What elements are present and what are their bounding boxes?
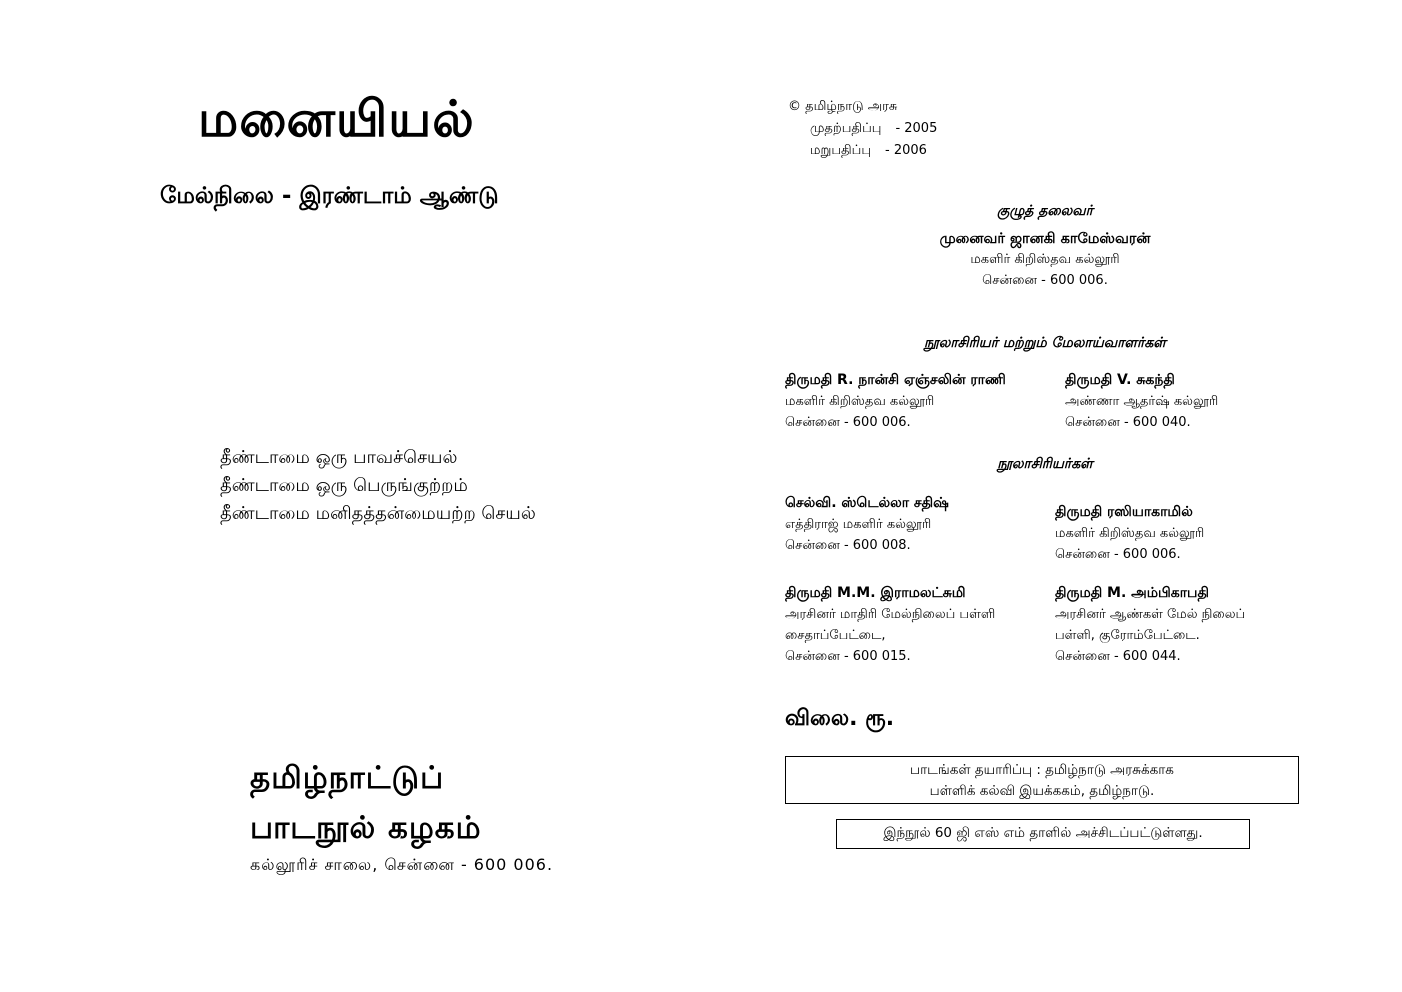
- person-affiliation: பள்ளி, குரோம்பேட்டை.: [1055, 628, 1200, 643]
- chair-name: முனைவர் ஜானகி காமேஸ்வரன்: [939, 231, 1151, 247]
- person-name: திருமதி V. சுகந்தி: [1065, 372, 1175, 388]
- person-affiliation: மகளிர் கிறிஸ்தவ கல்லூரி: [785, 394, 935, 409]
- author-card: [1055, 502, 1204, 565]
- person-city: சென்னை - 600 006.: [785, 415, 911, 430]
- reprint-line: [788, 140, 937, 162]
- reviewer-card: [1065, 370, 1218, 433]
- chair-section: [785, 203, 1305, 291]
- person-name: திருமதி R. நான்சி ஏஞ்சலின் ராணி: [785, 372, 1006, 388]
- chair-heading: குழுத் தலைவர்: [996, 203, 1093, 219]
- person-city: சென்னை - 600 008.: [785, 538, 911, 553]
- slogan-line: தீண்டாமை ஒரு பாவச்செயல்: [220, 447, 458, 468]
- first-edition-label: முதற்பதிப்பு: [810, 121, 882, 136]
- book-title: மனையியல்: [198, 90, 475, 148]
- reprint-year: - 2006: [885, 143, 927, 158]
- chair-city: சென்னை - 600 006.: [982, 273, 1108, 288]
- author-card: [785, 493, 949, 556]
- person-name: திருமதி M.M. இராமலட்சுமி: [785, 585, 966, 601]
- person-affiliation: மகளிர் கிறிஸ்தவ கல்லூரி: [1055, 526, 1205, 541]
- first-edition-year: - 2005: [895, 121, 938, 136]
- preparation-line: பள்ளிக் கல்வி இயக்ககம், தமிழ்நாடு.: [929, 783, 1155, 799]
- publisher-address: கல்லூரிச் சாலை, சென்னை - 600 006.: [250, 855, 554, 874]
- chair-college: மகளிர் கிறிஸ்தவ கல்லூரி: [970, 252, 1120, 267]
- reprint-label: மறுபதிப்பு: [810, 143, 872, 158]
- slogan-block: [220, 444, 536, 528]
- person-name: திருமதி M. அம்பிகாபதி: [1055, 585, 1209, 601]
- slogan-line: தீண்டாமை ஒரு பெருங்குற்றம்: [220, 475, 468, 496]
- person-city: சென்னை - 600 044.: [1055, 649, 1181, 664]
- person-affiliation: அண்ணா ஆதர்ஷ் கல்லூரி: [1065, 394, 1219, 409]
- publisher-name-line1: தமிழ்நாட்டுப்: [250, 760, 445, 796]
- book-subtitle: மேல்நிலை - இரண்டாம் ஆண்டு: [160, 183, 499, 209]
- person-city: சென்னை - 600 015.: [785, 649, 911, 664]
- price-label: விலை. ரூ.: [785, 706, 895, 731]
- person-affiliation: எத்திராஜ் மகளிர் கல்லூரி: [785, 517, 932, 532]
- copyright-line: © தமிழ்நாடு அரசு: [788, 99, 898, 114]
- author-card: [1055, 583, 1245, 667]
- heading-text: நூலாசிரியர்கள்: [997, 456, 1093, 472]
- copyright-block: [788, 96, 937, 162]
- first-edition-line: [788, 118, 937, 140]
- preparation-line: பாடங்கள் தயாரிப்பு : தமிழ்நாடு அரசுக்காக: [910, 762, 1174, 778]
- author-card: [785, 583, 995, 667]
- person-name: செல்வி. ஸ்டெல்லா சதிஷ்: [785, 495, 949, 511]
- person-affiliation: சைதாப்பேட்டை,: [785, 628, 886, 643]
- reviewer-card: [785, 370, 1006, 433]
- paper-note-box: [836, 819, 1250, 849]
- publisher-name-line2: பாடநூல் கழகம்: [250, 810, 482, 846]
- person-affiliation: அரசினர் மாதிரி மேல்நிலைப் பள்ளி: [785, 607, 996, 622]
- person-city: சென்னை - 600 006.: [1055, 547, 1181, 562]
- person-affiliation: அரசினர் ஆண்கள் மேல் நிலைப்: [1055, 607, 1246, 622]
- authors-reviewers-heading: [785, 332, 1305, 353]
- authors-heading: [785, 453, 1305, 474]
- paper-note: இந்நூல் 60 ஜி எஸ் எம் தாளில் அச்சிடப்பட்டுள்ளது.: [883, 825, 1203, 841]
- person-city: சென்னை - 600 040.: [1065, 415, 1191, 430]
- heading-text: நூலாசிரியர் மற்றும் மேலாய்வாளர்கள்: [924, 335, 1166, 351]
- preparation-box: [785, 756, 1299, 804]
- slogan-line: தீண்டாமை மனிதத்தன்மையற்ற செயல்: [220, 503, 536, 524]
- person-name: திருமதி ரஸியாகாமில்: [1055, 504, 1193, 520]
